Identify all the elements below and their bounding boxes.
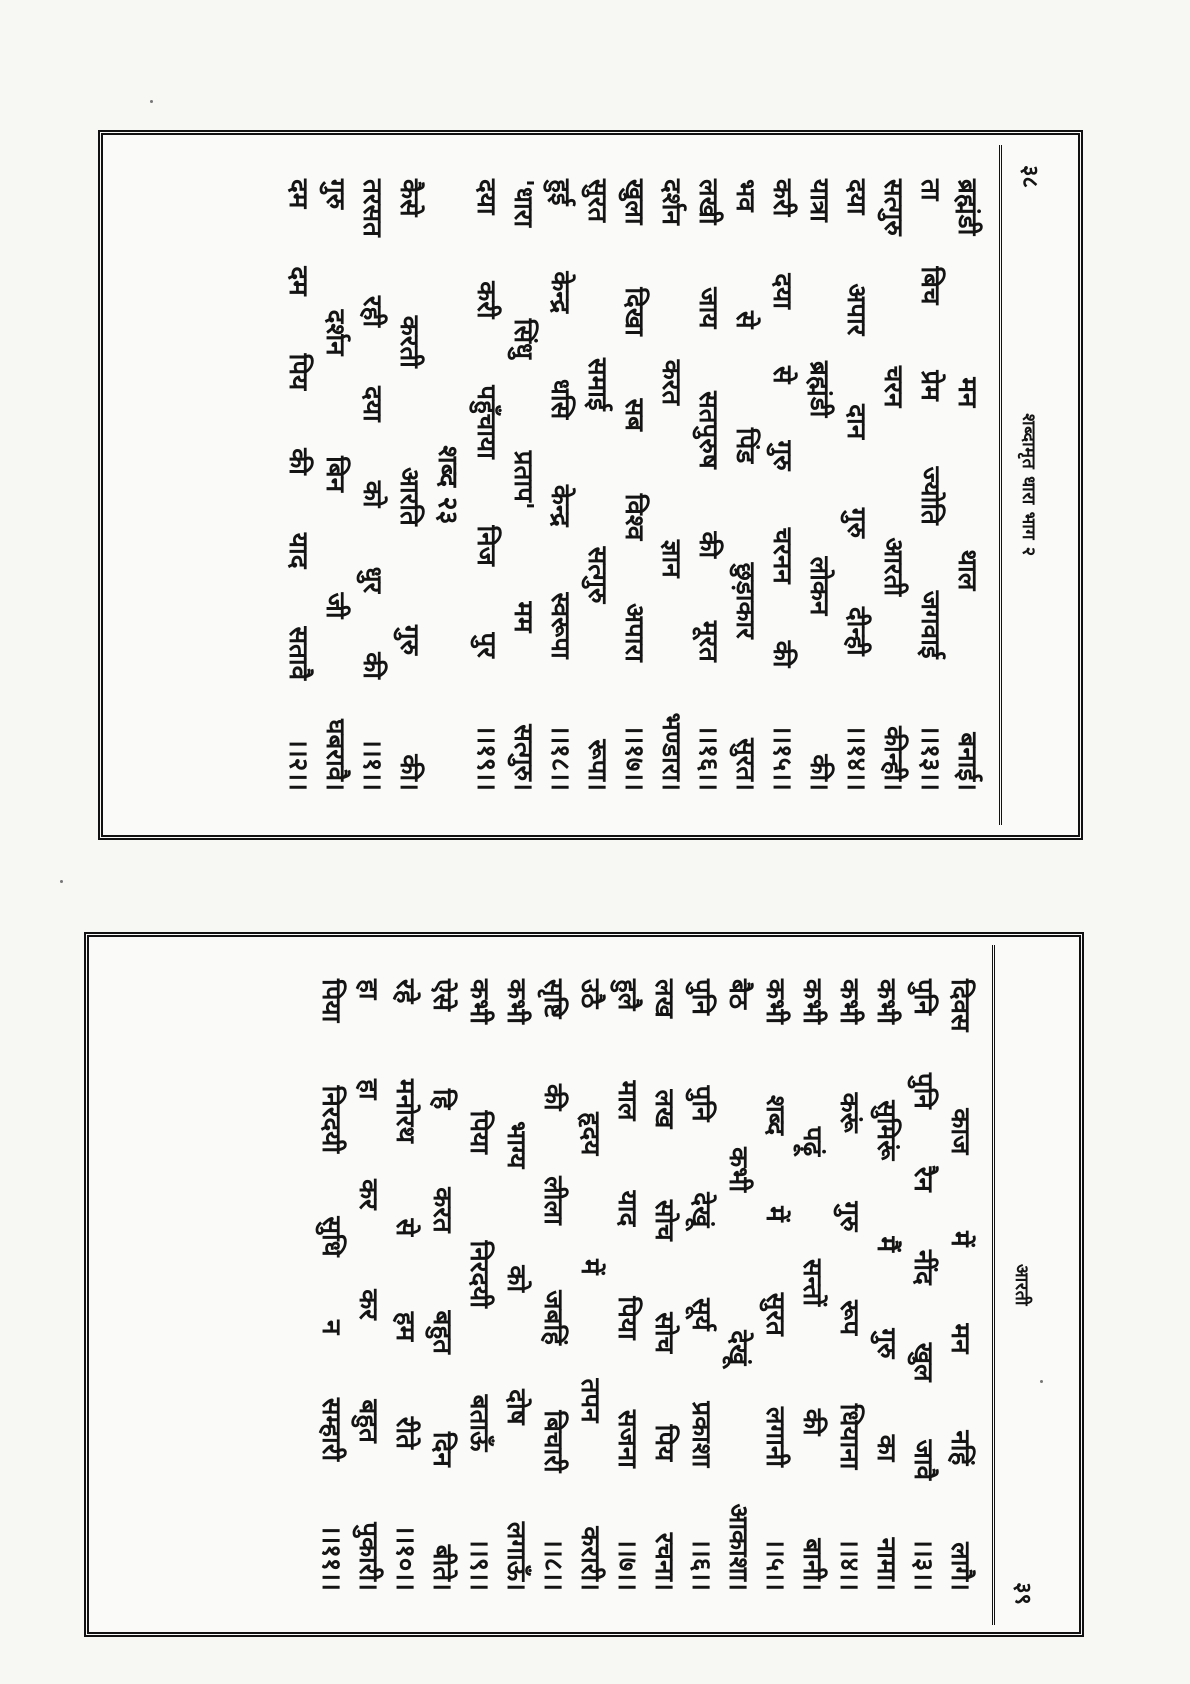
verse-word: सन्तों: [797, 1258, 827, 1306]
verse-word: सतपुरुष: [692, 391, 723, 469]
verse-word: न: [316, 1319, 346, 1334]
verse-word: सम्हारी: [316, 1397, 346, 1461]
verse-word: की: [692, 531, 723, 559]
verse-word: को: [501, 1264, 531, 1292]
verse-word: की: [797, 1408, 827, 1436]
verse-word: ।।११।।: [316, 1523, 346, 1591]
verse-word: दिवस: [945, 978, 975, 1032]
verse-word: खुला: [618, 179, 649, 225]
verse-word: बताऊँ: [464, 1394, 494, 1451]
verse-line: [911, 179, 948, 791]
verse-word: पुनि: [908, 1072, 938, 1109]
verse-word: लोकन: [803, 556, 834, 616]
verse-word: अपार: [840, 283, 871, 336]
verse-word: लगानी: [760, 1406, 790, 1467]
verse-word: हा: [353, 1078, 383, 1100]
scan-speck: [150, 100, 153, 103]
verse-word: निरदयी: [316, 1085, 346, 1153]
verse-word: लीला: [538, 1175, 568, 1225]
verse-word: पिया: [612, 1295, 642, 1340]
verse-line: [652, 179, 689, 791]
verse-word: ।।७।।: [612, 1537, 642, 1591]
verse-word: कभी: [464, 978, 494, 1024]
verse-word: की: [766, 640, 797, 668]
verse-word: बानी।: [797, 1537, 827, 1591]
verse-word: कीन्ही।: [877, 726, 908, 791]
verse-word: का: [871, 1434, 901, 1461]
verse-word: से: [729, 311, 760, 329]
verse-line: [793, 979, 830, 1591]
verse-word: ज्योति: [914, 466, 945, 525]
verse-word: देखूं: [686, 1191, 716, 1227]
verse-word: सतावै: [282, 626, 313, 681]
verse-word: की।: [393, 754, 424, 791]
verse-word: निज: [470, 525, 501, 566]
verse-word: सोच: [649, 1311, 679, 1353]
verse-word: से: [766, 365, 797, 384]
verse-word: लख: [649, 1088, 679, 1128]
verse-list: [279, 145, 999, 825]
verse-word: करूं: [834, 1092, 864, 1133]
verse-word: अपारा: [618, 603, 649, 662]
verse-line: [534, 979, 571, 1591]
verse-word: गुरु: [393, 625, 424, 656]
verse-word: सुरत: [760, 1292, 790, 1336]
verse-word: सुरत।: [729, 738, 760, 791]
verse-word: प्रकाशा: [686, 1400, 716, 1467]
verse-word: दिखा: [618, 287, 649, 336]
verse-word: दीन्ही: [840, 606, 871, 656]
verse-word: भण्डारा।: [655, 712, 686, 791]
verse-word: पुर: [470, 632, 501, 658]
verse-word: पिय: [649, 1424, 679, 1461]
verse-word: आरति: [393, 467, 424, 526]
scan-speck: [60, 880, 63, 883]
verse-word: ।।१६।।: [692, 724, 723, 791]
verse-word: करी: [766, 179, 797, 217]
verse-word: की।: [803, 754, 834, 791]
verse-word: दान: [840, 404, 871, 440]
verse-word: बनाई।: [951, 732, 982, 791]
verse-word: से: [390, 1218, 420, 1236]
verse-word: करत: [655, 359, 686, 406]
verse-word: दया: [766, 273, 797, 309]
verse-word: माल: [612, 1080, 642, 1120]
page-number: ३९: [1010, 1581, 1035, 1605]
verse-word: सृष्टि: [538, 978, 568, 1018]
verse-word: देखूं: [723, 1329, 753, 1365]
verse-word: पिया: [316, 978, 346, 1022]
verse-word: भाग्य: [501, 1120, 531, 1168]
verse-word: करारी।: [575, 1525, 605, 1591]
verse-word: दया: [840, 179, 871, 215]
verse-word: ।।१९।।: [470, 724, 501, 791]
verse-word: नींद: [908, 1249, 938, 1285]
verse-line: [504, 179, 541, 791]
verse-word: करत: [427, 1186, 457, 1233]
verse-word: दोष: [501, 1388, 531, 1425]
verse-word: ।।१८।।: [544, 724, 575, 791]
verse-word: लख: [649, 978, 679, 1018]
verse-word: रूपा।: [581, 739, 612, 791]
verse-word: को: [356, 480, 387, 508]
verse-word: दम: [282, 266, 313, 296]
verse-word: नामा।: [871, 1537, 901, 1591]
verse-word: ।।३।।: [908, 1537, 938, 1591]
verse-word: सोच: [649, 1199, 679, 1241]
section-heading: शब्द २३: [431, 445, 463, 525]
verse-word: समाई: [581, 358, 612, 411]
verse-word: केन्द्र: [544, 484, 575, 527]
verse-line: [541, 179, 578, 791]
verse-word: जाय: [692, 287, 723, 329]
verse-line: [719, 979, 756, 1591]
running-title: आरती: [1011, 1263, 1032, 1306]
verse-word: दया: [356, 386, 387, 422]
verse-line: [467, 179, 504, 791]
verse-word: ।।४।।: [834, 1537, 864, 1591]
verse-word: चरनन: [766, 527, 797, 584]
verse-word: ।।५।।: [760, 1537, 790, 1591]
verse-word: ।।६।।: [686, 1537, 716, 1591]
verse-line: [578, 179, 615, 791]
verse-word: सुमिरूं: [871, 1099, 901, 1160]
verse-line: [279, 179, 316, 791]
verse-word: याद: [612, 1190, 642, 1226]
verse-word: पुकारी।: [353, 1521, 383, 1591]
verse-word: जावै: [908, 1439, 938, 1480]
verse-word: हुई: [544, 179, 575, 206]
verse-line: [837, 179, 874, 791]
verse-word: ब्रह्मंडी: [951, 179, 982, 236]
verse-word: कभी: [501, 978, 531, 1024]
verse-word: चरन: [877, 365, 908, 408]
verse-word: उठै: [575, 978, 605, 1008]
verse-line: [460, 979, 497, 1591]
verse-line: [904, 979, 941, 1591]
verse-word: प्रेम: [914, 370, 945, 401]
verse-word: पहुँचाया: [470, 385, 501, 459]
verse-word: रैन: [908, 1166, 938, 1192]
verse-word: लागै।: [945, 1541, 975, 1591]
verse-word: हि: [427, 1088, 457, 1109]
verse-word: सुधि: [316, 1215, 346, 1257]
verse-line: [353, 179, 390, 791]
verse-word: गुरु: [871, 1327, 901, 1358]
verse-word: पिय: [282, 353, 313, 391]
verse-word: ।।२।।: [282, 738, 313, 791]
verse-word: आरती: [877, 537, 908, 597]
verse-word: ।।१।।: [356, 737, 387, 791]
verse-word: मम: [507, 601, 538, 633]
verse-word: ।।१४।।: [840, 724, 871, 791]
verse-word: पुनि: [686, 978, 716, 1015]
verse-word: प्रताप': [507, 450, 538, 510]
verse-word: केन्द्र: [544, 271, 575, 314]
verse-word: कभी: [760, 978, 790, 1024]
verse-word: हृदय: [575, 1111, 605, 1155]
verse-word: कर: [353, 1288, 383, 1320]
verse-word: कर: [353, 1178, 383, 1210]
verse-word: धियाना: [834, 1403, 864, 1469]
verse-word: ।।१५।।: [766, 724, 797, 791]
scan-speck: [1040, 1380, 1043, 1383]
verse-word: गुरु: [766, 440, 797, 471]
verse-word: याद: [282, 532, 313, 569]
verse-word: रहे: [390, 978, 420, 1003]
verse-line: [386, 979, 423, 1591]
verse-word: हम: [390, 1311, 420, 1341]
verse-word: मन: [945, 1323, 975, 1354]
verse-line: [800, 179, 837, 791]
verse-word: करी: [470, 281, 501, 319]
verse-word: निरदयी: [464, 1240, 494, 1308]
page-right-content: [119, 945, 1049, 1625]
verse-word: भव: [729, 179, 760, 212]
verse-word: में: [760, 1205, 790, 1222]
page-right: [84, 932, 1084, 1637]
verse-line: [689, 179, 726, 791]
verse-word: स्वरूपा: [544, 592, 575, 659]
verse-line: [312, 979, 349, 1591]
running-title: शब्दामृत धारा भाग २: [1017, 413, 1039, 557]
verse-word: तपन: [575, 1378, 605, 1423]
verse-word: ब्रह्मंडी: [803, 361, 834, 418]
verse-word: दर्शन: [655, 179, 686, 225]
verse-word: ।।१७।।: [618, 724, 649, 791]
verse-line: [615, 179, 652, 791]
verse-line: [349, 979, 386, 1591]
verse-line: [497, 979, 534, 1591]
verse-word: दम: [282, 179, 313, 209]
verse-word: सुरत: [581, 179, 612, 223]
verse-word: गुरु: [319, 179, 350, 210]
verse-word: सत्गुरु: [877, 179, 908, 236]
verse-word: ।।१३।।: [914, 724, 945, 791]
page-header: [992, 945, 1049, 1625]
verse-word: की: [356, 652, 387, 679]
verse-list: [312, 945, 992, 1625]
verse-line: [682, 979, 719, 1591]
verse-word: धसि: [544, 378, 575, 420]
verse-line: [726, 179, 763, 791]
verse-word: में: [945, 1230, 975, 1247]
verse-word: मैं: [871, 1236, 901, 1252]
verse-word: जगवाई: [914, 590, 945, 659]
verse-word: बिच: [914, 266, 945, 305]
verse-word: छुड़ाकार: [729, 562, 760, 639]
verse-word: लगाऊँ।: [501, 1521, 531, 1591]
verse-word: जबहिं: [538, 1289, 568, 1345]
page-left-content: [126, 145, 1056, 825]
verse-word: लखी: [692, 179, 723, 225]
verse-word: ऐसे: [427, 978, 457, 1011]
verse-word: मूरत: [692, 620, 723, 662]
verse-word: मन: [951, 377, 982, 408]
verse-word: गुरु: [840, 507, 871, 539]
verse-word: दया: [470, 179, 501, 215]
verse-word: ता: [914, 179, 945, 201]
verse-word: विश्व: [618, 493, 649, 541]
verse-line: [756, 979, 793, 1591]
verse-line: [571, 979, 608, 1591]
verse-word: सब: [618, 398, 649, 431]
verse-word: कभी: [797, 978, 827, 1024]
verse-word: हुलै: [612, 978, 642, 1010]
verse-word: मनोरथ: [390, 1078, 420, 1143]
verse-word: सूर्य: [686, 1297, 716, 1331]
verse-word: कैसे: [393, 179, 424, 217]
verse-word: की: [282, 448, 313, 475]
verse-word: बीते।: [427, 1544, 457, 1591]
verse-line: [830, 979, 867, 1591]
page-header: [999, 145, 1056, 825]
verse-word: नहिं: [945, 1429, 975, 1465]
verse-word: रीते: [390, 1416, 420, 1449]
page-number: ३८: [1016, 165, 1042, 188]
verse-word: दिन: [427, 1431, 457, 1467]
verse-word: ज्ञान: [655, 539, 686, 578]
verse-word: की: [538, 1083, 568, 1111]
verse-word: बहुत: [427, 1310, 457, 1354]
verse-word: ।।१०।।: [390, 1524, 420, 1591]
verse-word: ।।८।।: [538, 1537, 568, 1591]
verse-word: रचना।: [649, 1532, 679, 1591]
verse-word: खुल: [908, 1342, 938, 1382]
verse-word: पढ़ूं: [797, 1126, 827, 1156]
verse-word: ।।९।।: [464, 1537, 494, 1591]
verse-word: सत्गुरु।: [507, 724, 538, 791]
verse-word: पिंड: [729, 427, 760, 464]
verse-word: पुनि: [908, 978, 938, 1015]
verse-word: बिन: [319, 456, 350, 493]
verse-line: [867, 979, 904, 1591]
verse-word: रही: [356, 295, 387, 328]
verse-word: करती: [393, 315, 424, 368]
verse-word: कभी: [834, 978, 864, 1024]
verse-word: 'धारा: [507, 179, 538, 228]
page-left: [98, 130, 1083, 840]
verse-word: काज: [945, 1107, 975, 1154]
verse-line: [423, 979, 460, 1591]
verse-word: कभी: [723, 1146, 753, 1192]
verse-word: आकाशा।: [723, 1502, 753, 1591]
verse-word: सत्गुरु: [581, 546, 612, 604]
verse-word: पिया: [464, 1110, 494, 1154]
verse-line: [645, 979, 682, 1591]
verse-line: [608, 979, 645, 1591]
verse-line: [763, 179, 800, 791]
verse-word: थाल: [951, 549, 982, 591]
verse-word: घबरावै।: [319, 719, 350, 791]
verse-word: गुरु: [834, 1200, 864, 1232]
verse-word: कभी: [871, 978, 901, 1024]
verse-word: सजना: [612, 1409, 642, 1468]
verse-word: दर्शन: [319, 309, 350, 356]
verse-word: जी: [319, 592, 350, 619]
verse-word: में: [575, 1258, 605, 1275]
verse-word: धुर: [356, 566, 387, 594]
verse-word: यात्रा: [803, 179, 834, 222]
verse-word: पुनि: [686, 1085, 716, 1122]
verse-word: हा: [353, 978, 383, 1000]
verse-line: [948, 179, 985, 791]
verse-line: [874, 179, 911, 791]
verse-line: [390, 179, 427, 791]
verse-word: रूप: [834, 1299, 864, 1335]
verse-word: तरसत: [356, 179, 387, 237]
verse-word: सिंधु: [507, 318, 538, 360]
verse-word: बहुत: [353, 1398, 383, 1443]
verse-word: बैठ: [723, 978, 753, 1009]
verse-word: बिचारी: [538, 1409, 568, 1473]
verse-word: शब्द: [760, 1094, 790, 1135]
verse-line: [941, 979, 978, 1591]
verse-line: [316, 179, 353, 791]
